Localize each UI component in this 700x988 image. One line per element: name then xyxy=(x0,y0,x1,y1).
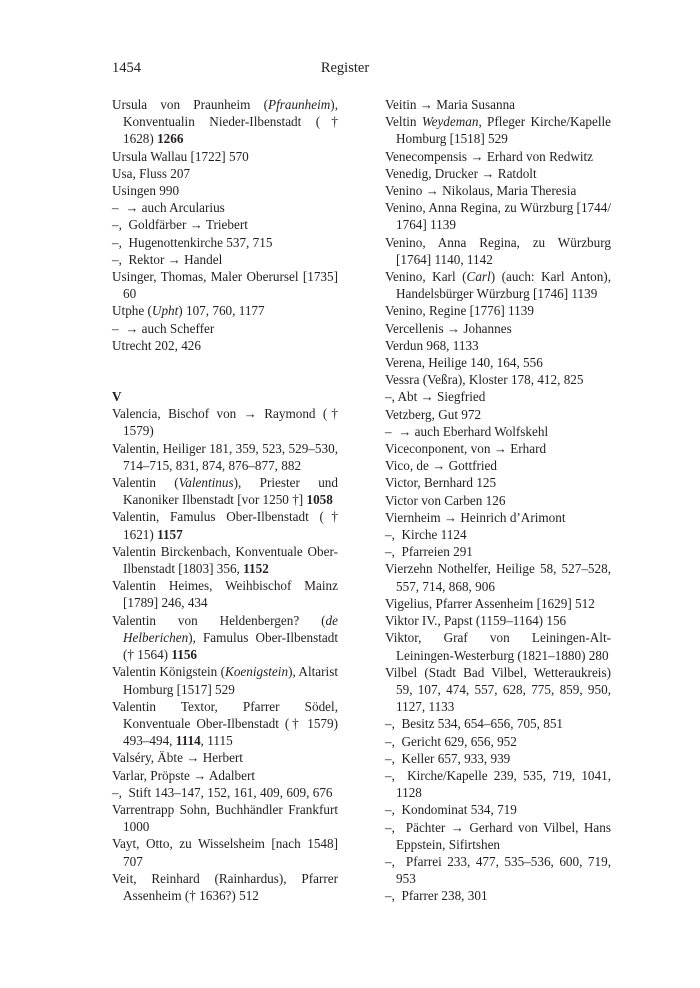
index-entry: –, Pfarrei 233, 477, 535–536, 600, 719, 953 xyxy=(385,853,611,887)
index-entry: Valentin von Heldenbergen? (de Helberichen), Famulus Ober-Ilbenstadt († 1564) 1156 xyxy=(112,612,338,663)
index-entry: –, Hugenottenkirche 537, 715 xyxy=(112,234,273,250)
index-entry: Valentin Textor, Pfarrer Södel, Konventuale Ober-Ilbenstadt († 1579) 493–494, 1114, 1115 xyxy=(112,698,338,749)
index-entry: Verena, Heilige 140, 164, 556 xyxy=(385,355,543,371)
index-entry: Valentin, Heiliger 181, 359, 523, 529–530, 714–715, 831, 874, 876–877, 882 xyxy=(112,440,338,473)
section-letter-heading: V xyxy=(112,389,122,405)
index-entry: Victor, Bernhard 125 xyxy=(385,475,497,491)
index-entry: Verdun 968, 1133 xyxy=(385,337,479,353)
index-entry: Ursula von Praunheim (Pfraunheim), Konventualin Nieder-Ilbenstadt († 1628) 1266 xyxy=(112,97,338,147)
index-entry: Vierzehn Nothelfer, Heilige 58, 527–528, 557, 714, 868, 906 xyxy=(385,561,611,594)
index-entry: Valentin, Famulus Ober-Ilbenstadt († 1621) 1157 xyxy=(112,509,338,542)
index-entry: Viceconponent, von → Erhard xyxy=(385,441,547,457)
index-entry: – → auch Eberhard Wolfskehl xyxy=(385,423,549,439)
index-entry: Utphe (Upht) 107, 760, 1177 xyxy=(112,303,265,319)
index-entry: Valentin (Valentinus), Priester und Kanoniker Ilbenstadt [vor 1250 †] 1058 xyxy=(112,475,338,508)
index-entry: Vico, de → Gottfried xyxy=(385,458,498,474)
index-entry: Valentin Heimes, Weihbischof Mainz [1789] 246, 434 xyxy=(112,578,338,611)
index-entry: Vigelius, Pfarrer Assenheim [1629] 512 xyxy=(385,595,595,611)
index-entry: –, Abt → Siegfried xyxy=(385,389,486,405)
index-entry: Utrecht 202, 426 xyxy=(112,337,201,353)
index-entry: –, Stift 143–147, 152, 161, 409, 609, 676 xyxy=(112,784,333,800)
index-entry: Veltin Weydeman, Pfleger Kirche/Kapelle Homburg [1518] 529 xyxy=(385,114,611,147)
index-entry: –, Kondominat 534, 719 xyxy=(385,802,517,818)
running-head: Register xyxy=(320,60,370,76)
index-entry: Vercellenis → Johannes xyxy=(385,320,512,336)
index-entry: –, Kirche 1124 xyxy=(385,527,467,543)
index-entry: Viktor, Graf von Leiningen-Alt-Leiningen-Westerburg (1821–1880) 280 xyxy=(385,630,611,663)
index-entry: –, Pfarreien 291 xyxy=(385,544,473,560)
index-entry: Usa, Fluss 207 xyxy=(112,165,191,181)
index-entry: Veitin → Maria Susanna xyxy=(385,97,516,112)
index-column-right xyxy=(385,96,611,905)
section-spacer xyxy=(112,354,338,388)
index-entry: –, Pächter → Gerhard von Vilbel, Hans Eppstein, Sifirtshen xyxy=(385,819,611,852)
index-entry: –, Kirche/Kapelle 239, 535, 719, 1041, 1128 xyxy=(385,767,611,801)
index-entry: Valséry, Äbte → Herbert xyxy=(112,750,243,766)
page-number: 1454 xyxy=(112,60,141,76)
index-entry: –, Keller 657, 933, 939 xyxy=(385,750,511,766)
index-entry: Venino, Anna Regina, zu Würzburg [1764] 1140, 1142 xyxy=(385,234,611,267)
index-entry: Venedig, Drucker → Ratdolt xyxy=(385,165,537,181)
index-entry: Venino, Regine [1776] 1139 xyxy=(385,303,534,319)
index-entry: –, Pfarrer 238, 301 xyxy=(385,888,488,904)
index-entry: Vetzberg, Gut 972 xyxy=(385,406,482,422)
index-entry: Venino → Nikolaus, Maria Theresia xyxy=(385,183,577,199)
index-entry: Valentin Birckenbach, Konventuale Ober-Ilbenstadt [1803] 356, 1152 xyxy=(112,543,338,577)
index-entry: –, Goldfärber → Triebert xyxy=(112,217,248,233)
index-entry: Viernheim → Heinrich d’Arimont xyxy=(385,509,566,525)
index-entry: Varlar, Pröpste → Adalbert xyxy=(112,767,256,783)
index-entry: Usinger, Thomas, Maler Oberursel [1735] 60 xyxy=(112,269,338,302)
index-entry: Vilbel (Stadt Bad Vilbel, Wetteraukreis) 59, 107, 474, 557, 628, 775, 859, 950, 1127, 1133 xyxy=(385,664,611,715)
index-entry: Ursula Wallau [1722] 570 xyxy=(112,148,249,164)
index-column-left xyxy=(112,96,338,904)
index-entry: Usingen 990 xyxy=(112,183,180,199)
index-entry: Vayt, Otto, zu Wisselsheim [nach 1548] 707 xyxy=(112,836,338,869)
index-entry: Viktor IV., Papst (1159–1164) 156 xyxy=(385,613,567,629)
index-entry: Venino, Karl (Carl) (auch: Karl Anton), Handelsbürger Würzburg [1746] 1139 xyxy=(385,269,611,302)
index-entry: Venino, Anna Regina, zu Würzburg [1744/ 1764] 1139 xyxy=(385,200,611,233)
index-entry: –, Gericht 629, 656, 952 xyxy=(385,733,517,749)
page-header xyxy=(112,60,578,80)
index-entry: Veit, Reinhard (Rainhardus), Pfarrer Assenheim († 1636?) 512 xyxy=(112,870,338,903)
index-entry: –, Besitz 534, 654–656, 705, 851 xyxy=(385,716,564,732)
index-entry: –, Rektor → Handel xyxy=(112,251,223,267)
index-entry: Varrentrapp Sohn, Buchhändler Frankfurt 1000 xyxy=(112,801,338,835)
index-entry: Victor von Carben 126 xyxy=(385,492,506,508)
index-entry: Vessra (Veßra), Kloster 178, 412, 825 xyxy=(385,372,584,388)
index-entry: Venecompensis → Erhard von Redwitz xyxy=(385,148,594,164)
index-entry: – → auch Arcularius xyxy=(112,200,225,216)
index-entry: – → auch Scheffer xyxy=(112,320,215,336)
index-entry: Valentin Königstein (Koenigstein), Altarist Homburg [1517] 529 xyxy=(112,664,338,697)
index-entry: Valencia, Bischof von → Raymond († 1579) xyxy=(112,406,338,439)
